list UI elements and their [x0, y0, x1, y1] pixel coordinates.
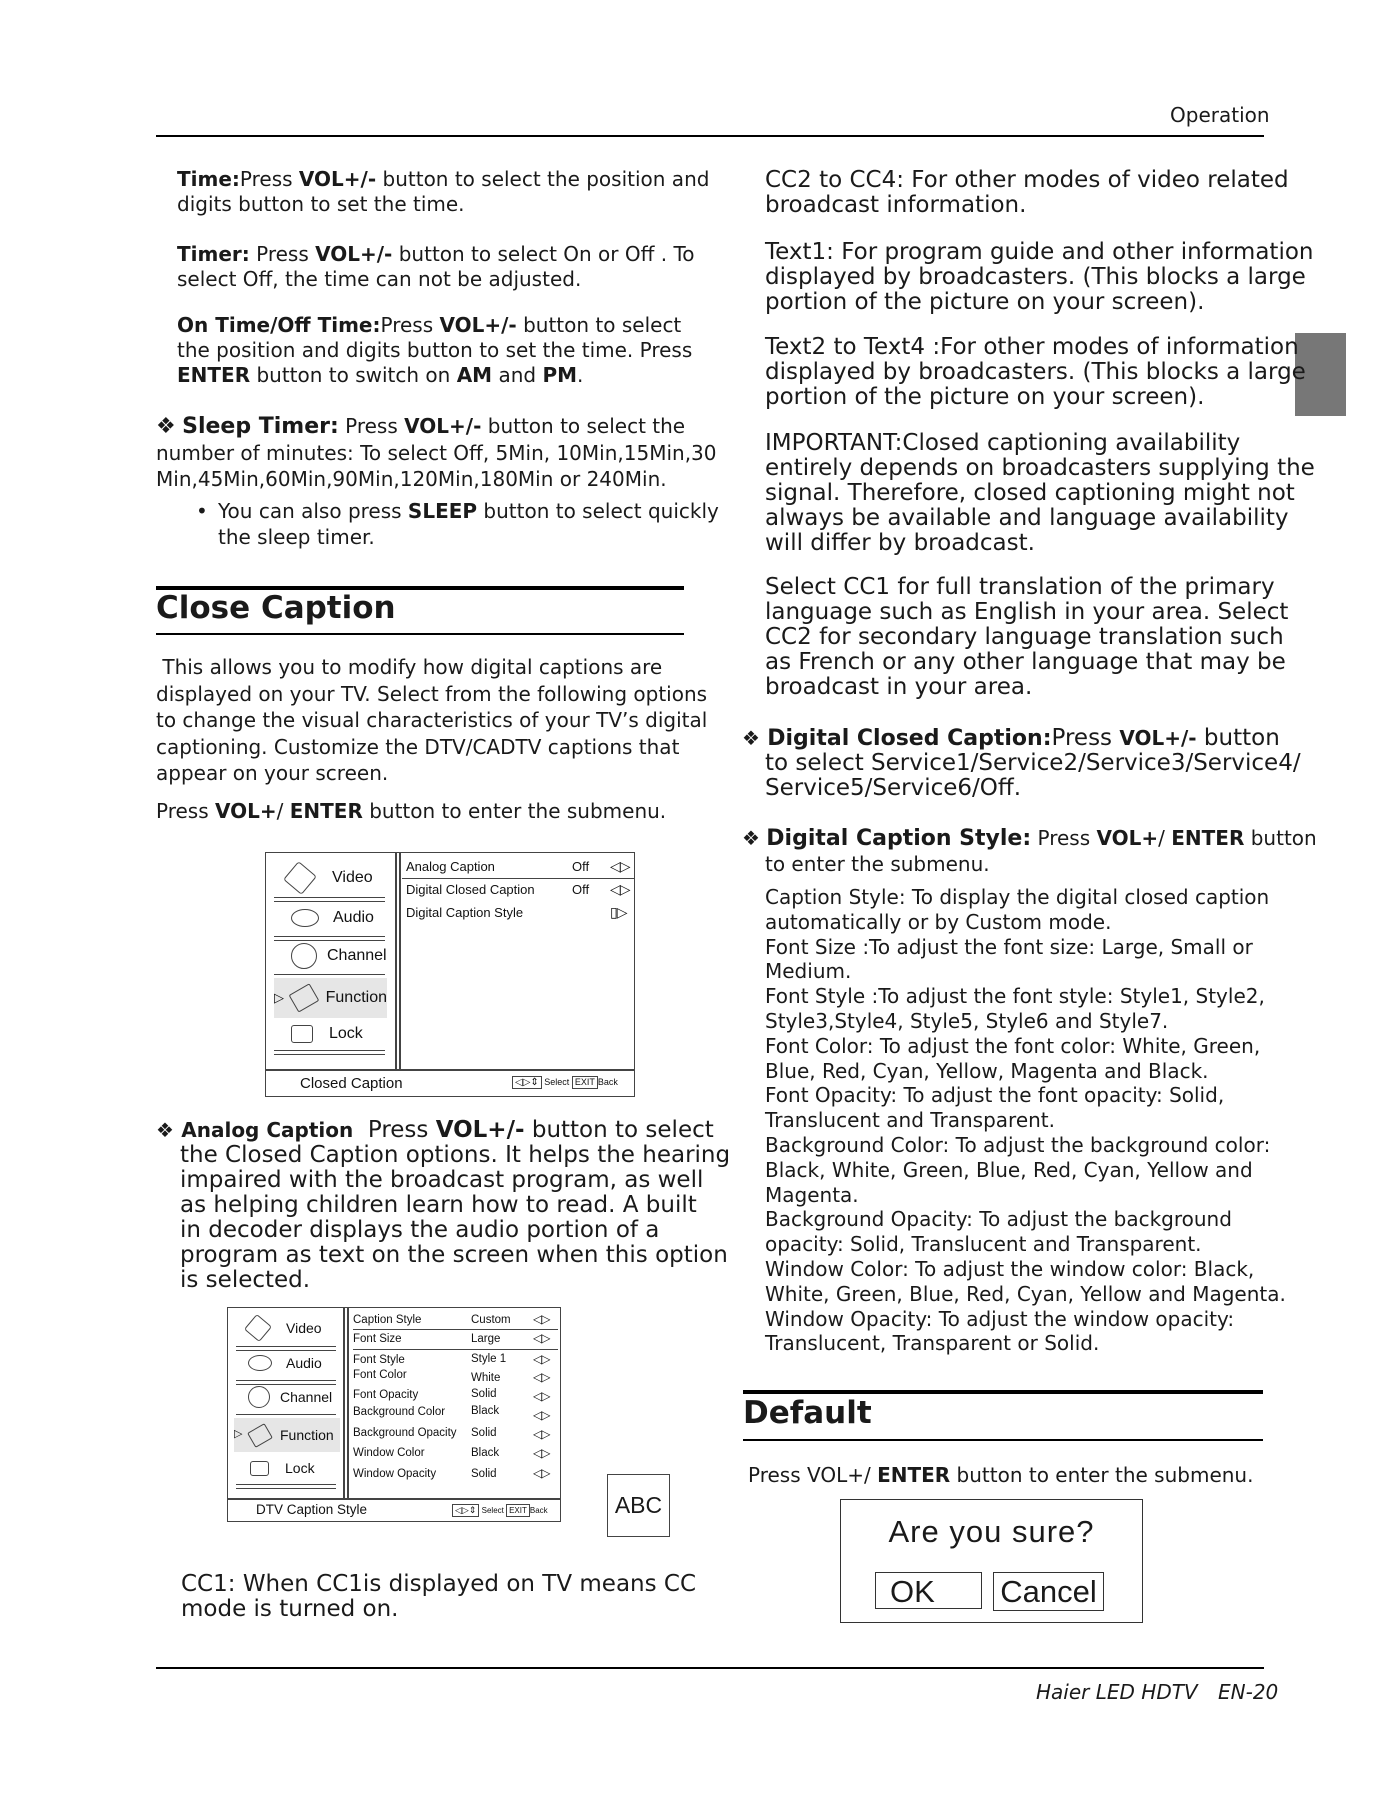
style-description-line: White, Green, Blue, Red, Cyan, Yellow and Magenta.	[765, 1281, 1286, 1306]
term: Sleep Timer:	[182, 414, 339, 439]
style-description-line: Window Opacity: To adjust the window opacity:	[765, 1306, 1235, 1331]
function-icon	[289, 983, 319, 1012]
diamond-bullet-icon: ❖	[156, 414, 176, 439]
left-right-arrows-icon[interactable]: ◁▷	[533, 1466, 550, 1480]
option-value: Solid	[471, 1468, 497, 1480]
left-right-arrows-icon[interactable]: ◁▷	[533, 1312, 550, 1326]
option-font-size[interactable]	[353, 1333, 558, 1345]
text: select Off, the time can not be adjusted.	[177, 267, 582, 291]
header-rule	[156, 135, 1264, 137]
text: number of minutes: To select Off, 5Min, 10Min,15Min,30	[156, 441, 717, 465]
important-paragraph	[765, 431, 1315, 556]
divider	[347, 1308, 349, 1498]
channel-icon	[291, 943, 317, 969]
key: VOL+/-	[298, 167, 377, 191]
menu-item-video[interactable]	[288, 861, 373, 895]
digital-caption-style-paragraph	[742, 826, 1317, 851]
divider	[343, 1308, 345, 1498]
hint-select: Select	[481, 1506, 504, 1515]
left-right-arrows-icon[interactable]: ◁▷	[533, 1427, 550, 1441]
option-label: Caption Style	[353, 1314, 422, 1326]
text: button	[1196, 725, 1280, 751]
style-description-line: Translucent, Transparent or Solid.	[765, 1331, 1100, 1356]
option-font-style[interactable]	[353, 1354, 558, 1366]
line: entirely depends on broadcasters supplying the	[765, 455, 1315, 481]
digital-closed-caption-paragraph	[742, 726, 1280, 751]
closed-caption-menu	[265, 852, 635, 1097]
on-off-time-paragraph	[177, 313, 692, 388]
style-description-line: Background Opacity: To adjust the background	[765, 1207, 1232, 1232]
key: VOL+/-	[439, 313, 517, 337]
dialog-question: Are you sure?	[888, 1514, 1095, 1549]
text: button to enter the submenu.	[950, 1463, 1254, 1487]
option-background-opacity[interactable]	[353, 1427, 558, 1439]
bullet-dot-icon: •	[196, 499, 208, 523]
option-label: Background Color	[353, 1406, 446, 1418]
line: broadcast information.	[765, 192, 1027, 218]
default-heading-rule-top	[743, 1390, 1263, 1394]
key: ENTER	[877, 1463, 951, 1487]
line: This allows you to modify how digital captions are	[156, 655, 663, 679]
key: SLEEP	[407, 499, 478, 523]
text: button	[1244, 826, 1317, 850]
footer-rule	[156, 1667, 1264, 1669]
term: On Time/Off Time:	[177, 313, 381, 337]
style-description-line: Medium.	[765, 959, 852, 984]
function-icon	[247, 1423, 273, 1448]
left-right-arrows-icon[interactable]: ◁▷	[533, 1408, 550, 1422]
line: to select Service1/Service2/Service3/Service4/	[765, 750, 1301, 776]
divider	[353, 1349, 558, 1350]
line: as French or any other language that may be	[765, 649, 1286, 675]
option-label: Font Size	[353, 1333, 402, 1345]
left-right-arrows-icon[interactable]: ◁▷	[533, 1352, 550, 1366]
style-description-line: automatically or by Custom mode.	[765, 909, 1112, 934]
text: the position and digits button to set the time. Press	[177, 338, 693, 362]
text: Press	[156, 799, 215, 823]
sleep-note	[196, 498, 208, 524]
audio-icon	[291, 909, 319, 927]
nav-arrows-icon: ◁▷⇕	[512, 1076, 542, 1089]
style-description-line: Font Color: To adjust the font color: White, Green,	[765, 1033, 1261, 1058]
text: Press	[380, 313, 440, 337]
line: displayed on your TV. Select from the following options	[156, 681, 708, 706]
option-window-opacity[interactable]	[353, 1468, 558, 1480]
option-digital-closed-caption[interactable]	[406, 882, 628, 897]
style-description-line: Caption Style: To display the digital closed caption	[765, 885, 1270, 909]
video-icon	[244, 1314, 272, 1342]
select-cc1-paragraph	[765, 575, 1288, 700]
text: button to select the	[481, 414, 686, 438]
line: CC2 to CC4: For other modes of video related	[765, 167, 1289, 193]
option-label: Digital Caption Style	[406, 905, 524, 920]
exit-key: EXIT	[506, 1504, 530, 1517]
style-description-line: Background Color: To adjust the background color:	[765, 1132, 1271, 1157]
option-value: Off	[572, 859, 590, 874]
caption-preview-box: ABC	[607, 1474, 670, 1537]
key: VOL+/-	[435, 1117, 525, 1143]
menu-item-label: Function	[280, 1427, 334, 1443]
key: AM	[456, 363, 493, 387]
line: impaired with the broadcast program, as well	[180, 1167, 704, 1193]
diamond-bullet-icon: ❖	[156, 1118, 174, 1142]
menu-item-video[interactable]	[248, 1313, 322, 1343]
line: portion of the picture on your screen).	[765, 384, 1205, 410]
line: Text1: For program guide and other information	[765, 239, 1314, 265]
term: Digital Caption Style:	[766, 826, 1032, 851]
text: /	[276, 799, 290, 823]
style-description-line: Magenta.	[765, 1182, 859, 1207]
line: broadcast in your area.	[765, 674, 1033, 700]
cc-heading-rule-bottom	[156, 633, 684, 635]
text: and	[492, 363, 543, 387]
line: Service5/Service6/Off.	[765, 775, 1022, 801]
text2-paragraph	[765, 335, 1306, 410]
left-right-arrows-icon[interactable]: ◁▷	[610, 858, 630, 874]
divider	[228, 1498, 560, 1500]
text: button to enter the submenu.	[362, 799, 667, 823]
term: Time:	[177, 167, 240, 191]
left-right-arrows-icon[interactable]: ◁▷	[533, 1389, 550, 1403]
enter-submenu-icon[interactable]: ▯▷	[610, 904, 627, 920]
option-label: Font Opacity	[353, 1389, 419, 1401]
text: Press VOL+/	[748, 1463, 878, 1487]
option-label: Window Opacity	[353, 1468, 437, 1480]
text: Press	[353, 1117, 436, 1143]
diamond-bullet-icon: ❖	[742, 726, 760, 750]
text: Press	[249, 242, 316, 266]
line: in decoder displays the audio portion of a	[180, 1217, 660, 1243]
text: Press	[1051, 725, 1120, 751]
option-value: Off	[572, 882, 590, 897]
key: ENTER	[289, 799, 363, 823]
ok-button[interactable]: OK	[875, 1572, 982, 1609]
line: IMPORTANT:Closed captioning availability	[765, 430, 1241, 456]
option-font-color[interactable]	[353, 1369, 558, 1384]
left-right-arrows-icon[interactable]: ◁▷	[533, 1446, 550, 1460]
line: language such as English in your area. Select	[765, 599, 1289, 625]
line: the Closed Caption options. It helps the hearing	[180, 1142, 731, 1168]
divider	[266, 1069, 634, 1071]
text: Press	[239, 167, 299, 191]
style-description-line: Black, White, Green, Blue, Red, Cyan, Yellow and	[765, 1157, 1253, 1182]
style-description-line: opacity: Solid, Translucent and Transparent.	[765, 1232, 1202, 1257]
option-label: Digital Closed Caption	[406, 882, 535, 897]
menu-item-label: Lock	[329, 1025, 363, 1042]
hint-back: Back	[529, 1506, 548, 1515]
menu-item-function[interactable]	[274, 978, 387, 1018]
channel-icon	[248, 1386, 270, 1408]
diamond-bullet-icon: ❖	[742, 826, 760, 850]
line: signal. Therefore, closed captioning might not	[765, 480, 1295, 506]
line: is selected.	[180, 1267, 311, 1293]
option-analog-caption[interactable]	[406, 859, 628, 874]
menu-item-label: Video	[332, 869, 373, 886]
term: Analog Caption	[181, 1118, 354, 1142]
text: button to select the position and	[376, 167, 710, 191]
text: .	[577, 363, 584, 387]
menu-item-label: Lock	[285, 1460, 315, 1476]
left-right-arrows-icon[interactable]: ◁▷	[533, 1370, 550, 1384]
selected-arrow-icon: ▷	[234, 1428, 243, 1440]
digital-caption-style-sub: to enter the submenu.	[765, 852, 990, 876]
text: button to select	[516, 313, 682, 337]
option-caption-style[interactable]	[353, 1314, 558, 1326]
line: will differ by broadcast.	[765, 530, 1035, 556]
option-value: Custom	[471, 1314, 511, 1326]
option-value: Solid	[471, 1427, 497, 1439]
product-name: Haier LED HDTV	[1036, 1680, 1198, 1704]
menu-item-label: Channel	[327, 947, 387, 964]
line: to change the visual characteristics of your TV’s digital	[156, 708, 708, 732]
cc2-paragraph	[765, 168, 1289, 218]
dtv-caption-style-menu	[227, 1307, 561, 1522]
key: VOL+/-	[1119, 726, 1197, 750]
digital-closed-caption-body	[765, 751, 1301, 801]
menu-item-channel[interactable]	[291, 941, 387, 971]
text: button to select	[524, 1117, 714, 1143]
menu-item-function[interactable]	[234, 1418, 340, 1452]
line: displayed by broadcasters. (This blocks a large	[765, 359, 1306, 385]
left-right-arrows-icon[interactable]: ◁▷	[610, 881, 630, 897]
menu-footer-hints	[452, 1504, 548, 1517]
menu-footer-title: Closed Caption	[300, 1075, 403, 1092]
cc-intro-paragraph	[156, 654, 707, 787]
style-description-line: Style3,Style4, Style5, Style6 and Style7.	[765, 1008, 1169, 1033]
divider	[274, 897, 385, 902]
line: portion of the picture on your screen).	[765, 289, 1205, 315]
key: VOL+	[215, 799, 277, 823]
style-description-line: Window Color: To adjust the window color: Black,	[765, 1256, 1255, 1281]
left-right-arrows-icon[interactable]: ◁▷	[533, 1331, 550, 1345]
key: ENTER	[1171, 826, 1245, 850]
menu-item-audio[interactable]	[291, 903, 374, 933]
key: ENTER	[177, 363, 251, 387]
option-label: Window Color	[353, 1447, 425, 1459]
line: always be available and language availability	[765, 505, 1289, 531]
menu-footer-title: DTV Caption Style	[256, 1502, 368, 1517]
hint-back: Back	[597, 1077, 618, 1087]
menu-item-channel[interactable]	[248, 1384, 332, 1410]
analog-caption-body	[180, 1143, 730, 1293]
menu-item-label: Audio	[286, 1355, 322, 1371]
divider	[353, 1329, 558, 1330]
sleep-note-text	[218, 498, 719, 550]
option-value: Style 1	[471, 1353, 507, 1365]
option-value: Solid	[471, 1388, 497, 1400]
cc1-paragraph	[181, 1572, 696, 1622]
analog-caption-paragraph	[156, 1118, 714, 1143]
option-label: Analog Caption	[406, 859, 495, 874]
menu-item-audio[interactable]	[248, 1350, 322, 1376]
video-icon	[283, 861, 317, 895]
text: You can also press	[218, 499, 408, 523]
text: Min,45Min,60Min,90Min,120Min,180Min or 240Min.	[156, 467, 667, 491]
sleep-timer-paragraph	[156, 413, 717, 492]
text: button to switch on	[250, 363, 457, 387]
page-number: EN-20	[1218, 1680, 1279, 1704]
key: VOL+/-	[315, 242, 393, 266]
timer-paragraph	[177, 242, 695, 292]
option-label: Font Color	[353, 1369, 407, 1381]
line: program as text on the screen when this option	[180, 1242, 728, 1268]
press-enter-line	[156, 799, 666, 824]
menu-footer	[256, 1502, 367, 1517]
key: VOL+	[1096, 826, 1159, 850]
option-font-opacity[interactable]	[353, 1389, 558, 1401]
term: Digital Closed Caption:	[767, 726, 1052, 751]
line: CC2 for secondary language translation such	[765, 624, 1284, 650]
option-value: Black	[471, 1447, 500, 1459]
selected-arrow-icon: ▷	[274, 990, 284, 1005]
text: button to select On or Off . To	[392, 242, 695, 266]
default-heading: Default	[743, 1395, 872, 1431]
menu-item-label: Audio	[333, 909, 374, 926]
nav-arrows-icon: ◁▷⇕	[452, 1504, 479, 1517]
term: Timer:	[177, 242, 250, 266]
lock-icon	[250, 1461, 269, 1476]
divider	[274, 1050, 385, 1055]
key: PM	[542, 363, 577, 387]
line: CC1: When CC1is displayed on TV means CC	[181, 1571, 697, 1597]
text: Press	[338, 414, 405, 438]
line: captioning. Customize the DTV/CADTV captions that	[156, 734, 680, 759]
option-label: Font Style	[353, 1354, 405, 1366]
cancel-button[interactable]: Cancel	[993, 1572, 1104, 1611]
text1-paragraph	[765, 240, 1314, 315]
confirm-dialog	[840, 1499, 1143, 1623]
section-label: Operation	[1170, 103, 1270, 127]
option-digital-caption-style[interactable]	[406, 905, 628, 920]
menu-item-label: Video	[286, 1320, 322, 1336]
text: the sleep timer.	[218, 525, 375, 549]
caption-style-descriptions	[765, 885, 1286, 1356]
default-heading-rule-bottom	[743, 1439, 1263, 1441]
text: button to select quickly	[477, 499, 719, 523]
time-paragraph	[177, 167, 709, 217]
lock-icon	[291, 1025, 313, 1043]
divider	[395, 853, 397, 1069]
menu-footer-hints	[512, 1076, 618, 1089]
style-description-line: Font Size :To adjust the font size: Large, Small or	[765, 934, 1253, 959]
text: /	[1158, 826, 1172, 850]
hint-select: Select	[544, 1077, 570, 1087]
line: appear on your screen.	[156, 761, 389, 785]
text: Press	[1031, 826, 1097, 850]
option-value: White	[471, 1372, 501, 1384]
style-description-line: Font Style :To adjust the font style: Style1, Style2,	[765, 984, 1265, 1009]
exit-key: EXIT	[572, 1076, 598, 1089]
line: displayed by broadcasters. (This blocks a large	[765, 264, 1306, 290]
text: digits button to set the time.	[177, 192, 465, 216]
option-value: Large	[471, 1333, 501, 1345]
close-caption-heading: Close Caption	[156, 590, 396, 626]
audio-icon	[248, 1355, 272, 1371]
option-value: Black	[471, 1405, 500, 1417]
menu-item-lock[interactable]	[250, 1455, 315, 1481]
menu-footer	[300, 1075, 403, 1092]
option-window-color[interactable]	[353, 1447, 558, 1459]
style-description-line: Translucent and Transparent.	[765, 1108, 1056, 1133]
menu-item-label: Channel	[280, 1389, 333, 1405]
line: mode is turned on.	[181, 1596, 399, 1622]
option-label: Background Opacity	[353, 1427, 457, 1439]
line: as helping children learn how to read. A built	[180, 1192, 697, 1218]
divider	[236, 1484, 336, 1489]
default-press-line	[748, 1463, 1253, 1488]
menu-item-lock[interactable]	[291, 1019, 363, 1049]
divider	[399, 853, 401, 1069]
key: VOL+/-	[404, 414, 482, 438]
option-background-color[interactable]	[353, 1405, 558, 1422]
line: Text2 to Text4 :For other modes of information	[765, 334, 1299, 360]
style-description-line: Blue, Red, Cyan, Yellow, Magenta and Black.	[765, 1058, 1209, 1083]
menu-item-label: Function	[325, 989, 387, 1006]
line: Select CC1 for full translation of the primary	[765, 574, 1275, 600]
divider	[402, 878, 634, 879]
style-description-line: Font Opacity: To adjust the font opacity: Solid,	[765, 1083, 1225, 1108]
